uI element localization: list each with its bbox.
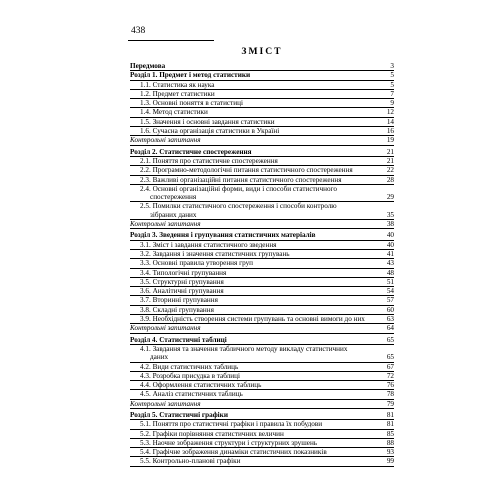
toc-entry-title xyxy=(130,457,380,465)
toc-entry-title xyxy=(130,345,380,362)
toc-entry-text: 4.3. Розробка присудка в таблиці xyxy=(140,371,240,380)
toc-entry-text: 3.8. Складні групування xyxy=(140,305,214,314)
toc-page-number: 81 xyxy=(386,410,394,419)
toc-entry-title xyxy=(130,166,380,174)
toc-entry-text: 3.5. Структурні групування xyxy=(140,277,224,286)
toc-entry-title xyxy=(130,250,380,258)
toc-page-number: 76 xyxy=(386,381,394,390)
toc-entry-text: 1.5. Значення і основні завдання статистики xyxy=(140,117,275,126)
toc-entry-row xyxy=(130,390,394,399)
toc-page-number: 78 xyxy=(386,390,394,399)
toc-entry-title xyxy=(130,62,380,70)
toc-entry-continuation: спостереження xyxy=(150,193,197,202)
toc-entry-text: 1.3. Основні поняття в статистиці xyxy=(140,99,243,108)
toc-entry-text: 2.5. Помилки статистичного спостереження і способи контролю xyxy=(140,202,337,211)
toc-entry-text: 3.7. Вторинні групування xyxy=(140,296,218,305)
toc-entry-text: 5.3. Наочне зображення структури і структурних зрушень xyxy=(140,438,318,447)
toc-page-number: 57 xyxy=(386,296,394,305)
toc-entry-row xyxy=(130,296,394,305)
toc-entry-row xyxy=(130,157,394,166)
toc-entry-row xyxy=(130,90,394,99)
toc-entry-text: 5.2. Графіки порівняння статистичних величин xyxy=(140,429,284,438)
toc-entry-text: Передмова xyxy=(130,62,166,70)
toc-entry-row xyxy=(130,448,394,457)
toc-page-number: 7 xyxy=(390,89,394,98)
toc-entry-title xyxy=(130,185,380,202)
toc-entry-row xyxy=(130,457,394,466)
toc-entry-text: 2.3. Важливі організаційні питання статистичного спостереження xyxy=(140,175,342,184)
toc-page-number: 54 xyxy=(386,287,394,296)
toc-entry-row xyxy=(130,127,394,136)
toc-entry-title xyxy=(130,278,380,286)
toc-page-number: 51 xyxy=(386,277,394,286)
toc-page-number: 22 xyxy=(386,166,394,175)
toc-entry-text: Розділ 4. Статистичні таблиці xyxy=(130,335,227,344)
toc-page-number: 64 xyxy=(386,324,394,333)
toc-entry-title xyxy=(130,148,380,156)
toc-page-number: 72 xyxy=(386,371,394,380)
toc-page-number: 3 xyxy=(390,62,394,70)
toc-entry-row xyxy=(130,372,394,381)
toc-review-row xyxy=(130,324,394,333)
toc-entry-text: 1.1. Статистика як наука xyxy=(140,80,215,89)
toc-page-number: 5 xyxy=(390,71,394,80)
toc-entry-row xyxy=(130,345,394,363)
toc-entry-row xyxy=(130,81,394,90)
toc-entry-row xyxy=(130,439,394,448)
toc-page-number: 29 xyxy=(386,193,394,202)
table-of-contents xyxy=(130,62,394,467)
toc-entry-text: 3.1. Зміст і завдання статистичного зведення xyxy=(140,240,277,249)
toc-entry-title xyxy=(130,336,380,344)
toc-entry-text: 4.2. Види статистичних таблиць xyxy=(140,362,239,371)
toc-section-row xyxy=(130,411,394,420)
toc-review-row xyxy=(130,400,394,409)
toc-entry-row xyxy=(130,287,394,296)
toc-entry-row xyxy=(130,381,394,390)
toc-entry-title xyxy=(130,306,380,314)
toc-page-number: 12 xyxy=(386,108,394,117)
toc-entry-text: 1.2. Предмет статистики xyxy=(140,89,215,98)
toc-entry-row xyxy=(130,269,394,278)
toc-page-number: 9 xyxy=(390,99,394,108)
toc-title: ЗМІСТ xyxy=(241,46,283,57)
toc-entry-title xyxy=(130,269,380,277)
toc-entry-title xyxy=(130,448,380,456)
toc-page-number: 41 xyxy=(386,249,394,258)
toc-section-row xyxy=(130,231,394,240)
toc-entry-title xyxy=(130,90,380,98)
page-number: 438 xyxy=(131,26,146,36)
toc-entry-text: 3.9. Необхідність створення системи групувань та основні вимоги до них xyxy=(140,315,365,324)
toc-entry-text: Контрольні запитання xyxy=(130,220,201,229)
toc-page-number: 85 xyxy=(386,429,394,438)
toc-entry-text: Розділ 2. Статистичне спостереження xyxy=(130,147,252,156)
toc-page-number: 21 xyxy=(386,147,394,156)
toc-entry-title xyxy=(130,99,380,107)
toc-page-number: 48 xyxy=(386,268,394,277)
header-rule xyxy=(128,40,214,41)
toc-entry-row xyxy=(130,278,394,287)
toc-entry-text: 3.2. Завдання і значення статистичних групувань xyxy=(140,249,290,258)
toc-entry-title xyxy=(130,315,380,323)
toc-page-number: 99 xyxy=(386,457,394,466)
toc-entry-title xyxy=(130,287,380,295)
toc-page-number: 5 xyxy=(390,80,394,89)
toc-entry-title xyxy=(130,363,380,371)
toc-entry-title xyxy=(130,420,380,428)
toc-entry-title xyxy=(130,381,380,389)
toc-entry-text: 4.1. Завдання та значення табличного методу викладу статистичних xyxy=(140,344,348,353)
toc-entry-text: 2.1. Поняття про статистичне спостереження xyxy=(140,156,278,165)
toc-page-number: 93 xyxy=(386,448,394,457)
toc-page-number: 65 xyxy=(386,335,394,344)
toc-entry-row xyxy=(130,166,394,175)
toc-entry-row xyxy=(130,185,394,203)
toc-entry-row xyxy=(130,99,394,108)
toc-entry-text: 5.1. Поняття про статистичні графіки і правила їх побудови xyxy=(140,420,323,429)
toc-entry-continuation: зібраних даних xyxy=(150,210,197,219)
toc-entry-text: Розділ 5. Статистичні графіки xyxy=(130,410,228,419)
toc-page-number: 21 xyxy=(386,156,394,165)
toc-page-number: 81 xyxy=(386,420,394,429)
toc-entry-title xyxy=(130,118,380,126)
toc-page-number: 40 xyxy=(386,240,394,249)
toc-entry-title xyxy=(130,324,380,332)
toc-entry-title xyxy=(130,439,380,447)
toc-entry-text: 2.2. Програмно-методологічні питання статистичного спостереження xyxy=(140,166,353,175)
toc-entry-title xyxy=(130,372,380,380)
toc-review-row xyxy=(130,136,394,145)
toc-entry-title xyxy=(130,430,380,438)
toc-entry-title xyxy=(130,390,380,398)
toc-entry-title xyxy=(130,176,380,184)
toc-page-number: 38 xyxy=(386,220,394,229)
toc-entry-text: 3.4. Типологічні групування xyxy=(140,268,227,277)
toc-page-number: 43 xyxy=(386,259,394,268)
toc-entry-continuation: даних xyxy=(150,353,169,362)
toc-section-row xyxy=(130,71,394,80)
toc-page-number: 63 xyxy=(386,315,394,324)
toc-entry-text: 3.6. Аналітичні групування xyxy=(140,287,224,296)
toc-page-number: 67 xyxy=(386,362,394,371)
toc-entry-title xyxy=(130,136,380,144)
toc-entry-text: Контрольні запитання xyxy=(130,136,201,145)
toc-entry-row xyxy=(130,202,394,220)
toc-entry-text: 1.4. Метод статистики xyxy=(140,108,208,117)
toc-entry-row xyxy=(130,430,394,439)
toc-entry-title xyxy=(130,231,380,239)
toc-entry-row xyxy=(130,306,394,315)
toc-entry-title xyxy=(130,202,380,219)
toc-section-row xyxy=(130,336,394,345)
toc-page-number: 14 xyxy=(386,117,394,126)
toc-entry-text: Розділ 3. Зведення і групування статистичних матеріалів xyxy=(130,231,316,240)
toc-entry-row xyxy=(130,315,394,324)
toc-entry-row xyxy=(130,62,394,71)
toc-entry-row xyxy=(130,241,394,250)
toc-entry-title xyxy=(130,400,380,408)
toc-entry-row xyxy=(130,363,394,372)
toc-entry-title xyxy=(130,71,380,79)
toc-entry-title xyxy=(130,108,380,116)
toc-entry-text: 5.5. Контрольно-планові графіки xyxy=(140,457,241,466)
toc-entry-text: 2.4. Основні організаційні форми, види і способи статистичного xyxy=(140,184,337,193)
toc-entry-row xyxy=(130,259,394,268)
toc-entry-text: Контрольні запитання xyxy=(130,324,201,333)
toc-entry-text: 1.6. Сучасна організація статистики в Україні xyxy=(140,127,280,136)
toc-entry-title xyxy=(130,241,380,249)
toc-entry-text: 3.3. Основні правила утворення груп xyxy=(140,259,254,268)
toc-entry-row xyxy=(130,176,394,185)
toc-page-number: 88 xyxy=(386,438,394,447)
toc-entry-title xyxy=(130,296,380,304)
toc-page-number: 60 xyxy=(386,305,394,314)
toc-page-number: 19 xyxy=(386,136,394,145)
toc-entry-row xyxy=(130,250,394,259)
toc-entry-text: 5.4. Графічне зображення динаміки статистичних показників xyxy=(140,448,327,457)
toc-entry-title xyxy=(130,157,380,165)
toc-entry-text: Розділ 1. Предмет і метод статистики xyxy=(130,71,251,80)
toc-entry-text: Контрольні запитання xyxy=(130,399,201,408)
toc-entry-text: 4.5. Аналіз статистичних таблиць xyxy=(140,390,243,399)
toc-entry-title xyxy=(130,259,380,267)
toc-entry-row xyxy=(130,118,394,127)
toc-entry-text: 4.4. Оформлення статистичних таблиць xyxy=(140,381,262,390)
toc-page-number: 79 xyxy=(386,399,394,408)
toc-entry-title xyxy=(130,411,380,419)
toc-review-row xyxy=(130,220,394,229)
toc-section-row xyxy=(130,148,394,157)
toc-entry-title xyxy=(130,81,380,89)
toc-page-number: 65 xyxy=(386,353,394,362)
toc-entry-row xyxy=(130,420,394,429)
toc-page-number: 35 xyxy=(386,210,394,219)
toc-page-number: 16 xyxy=(386,127,394,136)
toc-entry-title xyxy=(130,127,380,135)
toc-entry-row xyxy=(130,108,394,117)
toc-entry-title xyxy=(130,220,380,228)
toc-page-number: 40 xyxy=(386,231,394,240)
toc-page-number: 28 xyxy=(386,175,394,184)
